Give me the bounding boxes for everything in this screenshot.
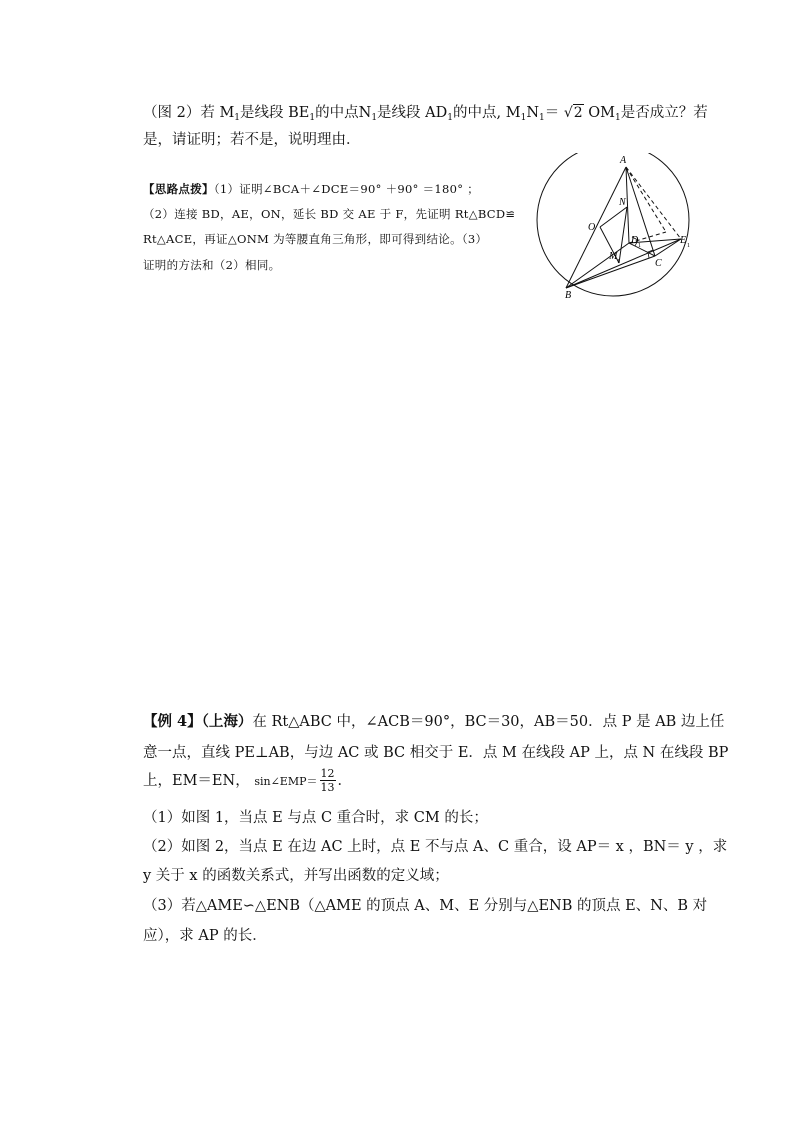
- example4-tag: 【例 4】（上海）: [143, 713, 253, 730]
- fraction-numerator: 12: [320, 767, 335, 780]
- subscript: 1: [539, 113, 545, 123]
- label-e-sub: 1: [687, 243, 690, 249]
- hint-line-2: （2）连接 BD，AE，ON，延长 BD 交 AE 于 F，先证明 Rt△BCD≌: [143, 207, 516, 221]
- label-m-sub: 1: [617, 259, 620, 265]
- segment-ae-dashed: [626, 167, 681, 239]
- problem-line-1: [143, 101, 708, 122]
- label-o: O: [588, 222, 596, 233]
- segment-ce: [655, 239, 681, 256]
- question-3-line-2: 应），求 AP 的长．: [143, 928, 267, 944]
- question-2-line-1: （2）如图 2，当点 E 在边 AC 上时，点 E 不与点 A、C 重合，设 AP＝ x ，BN＝ y ，求: [143, 839, 728, 855]
- text-segment: OM: [583, 105, 616, 121]
- geometry-figure: [531, 153, 696, 303]
- hint-line-1: [143, 181, 479, 197]
- question-2-line-2: y 关于 x 的函数关系式，并写出函数的定义域；: [143, 868, 449, 884]
- example4-line-3: [143, 768, 352, 794]
- label-m: M: [609, 251, 618, 262]
- text-segment: ＝: [544, 105, 564, 121]
- label-e: E: [680, 235, 687, 246]
- label-d: D: [631, 235, 639, 246]
- subscript: 1: [615, 113, 621, 123]
- example4-line-1: [143, 710, 724, 731]
- subscript: 1: [520, 113, 527, 123]
- problem-line-2: 是，请证明；若不是，说明理由．: [143, 132, 361, 148]
- question-3-line-1: （3）若△AME∽△ENB（△AME 的顶点 A、M、E 分别与△ENB 的顶点 E、N、B 对: [143, 898, 708, 914]
- subscript: 1: [234, 113, 241, 123]
- text-segment: 是否成立？若: [620, 105, 708, 121]
- hint-title: 【思路点拨】: [143, 182, 214, 196]
- sqrt-radicand: 2: [573, 105, 583, 121]
- hint-text: （1）证明∠BCA＋∠DCE＝90° ＋90° ＝180° ；: [213, 182, 480, 196]
- text-segment: （图 2）若 M: [143, 105, 235, 121]
- example4-text: 在 Rt△ABC 中，∠ACB＝90°，BC＝30，AB＝50．点 P 是 AB 边上任: [252, 714, 725, 730]
- fraction-denominator: 13: [320, 781, 335, 794]
- text-segment: 是线段 BE: [240, 105, 310, 121]
- circle-o: [537, 153, 689, 296]
- segment-on: [600, 207, 627, 227]
- question-1: （1）如图 1，当点 E 与点 C 重合时，求 CM 的长；: [143, 810, 488, 826]
- text-segment: 的中点, M: [453, 105, 521, 121]
- segment-ad: [626, 167, 629, 243]
- text-segment: N: [526, 105, 539, 121]
- example4-line-2: 意一点，直线 PE⊥AB，与边 AC 或 BC 相交于 E．点 M 在线段 AP 上，点 N 在线段 BP: [143, 745, 729, 761]
- label-b: B: [565, 290, 572, 301]
- example4-text: ．: [337, 773, 352, 789]
- subscript: 1: [447, 113, 453, 123]
- text-segment: 是线段 AD: [377, 105, 448, 121]
- subscript: 1: [309, 113, 316, 123]
- label-n: N: [619, 197, 626, 208]
- label-c: C: [655, 258, 662, 269]
- segment-nm: [619, 207, 627, 263]
- hint-line-3: Rt△ACE，再证△ONM 为等腰直角三角形，即可得到结论。（3）: [143, 232, 488, 246]
- label-d-sub: 1: [638, 243, 641, 249]
- sqrt-expression: √2: [563, 105, 583, 121]
- subscript: 1: [371, 113, 378, 123]
- fraction: [320, 768, 336, 794]
- sin-expression: sin∠EMP＝: [254, 775, 318, 788]
- example4-text: 上，EM＝EN，: [143, 773, 250, 789]
- hint-line-4: 证明的方法和（2）相同。: [143, 258, 281, 272]
- segment-af-dashed: [626, 167, 666, 232]
- text-segment: 的中点N: [315, 105, 372, 121]
- label-a: A: [620, 155, 627, 166]
